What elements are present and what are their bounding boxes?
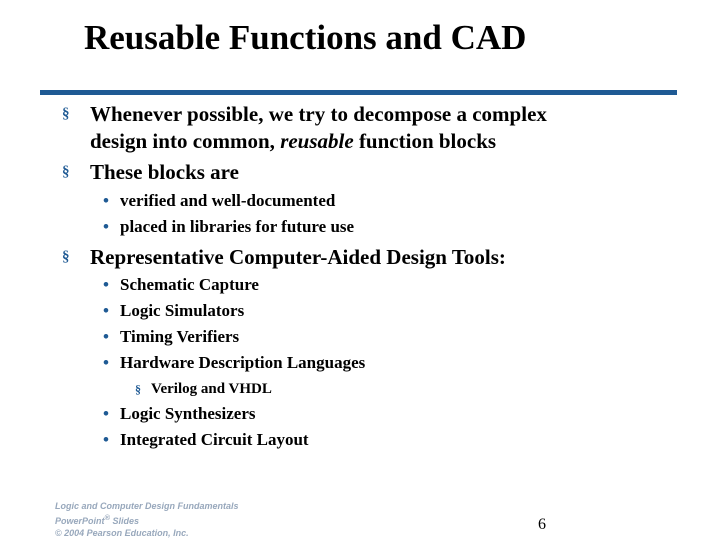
sub-bullet	[103, 403, 256, 425]
sub-bullet-text: placed in libraries for future use	[120, 217, 355, 236]
sub-bullet-marker-icon: •	[103, 430, 109, 449]
title-underline-rule	[40, 90, 677, 95]
bullet-text: design into common,	[90, 129, 281, 153]
sub-sub-bullet-text: Verilog and VHDL	[151, 381, 272, 397]
sub-bullet	[103, 274, 259, 296]
copyright-footer	[55, 500, 239, 539]
sub-bullet-marker-icon: •	[103, 301, 109, 320]
sub-bullet	[103, 326, 240, 348]
sub-bullet-marker-icon: •	[103, 327, 109, 346]
footer-text: Slides	[110, 516, 140, 526]
slide-title: Reusable Functions and CAD	[84, 18, 527, 57]
sub-bullet-text: Logic Synthesizers	[120, 404, 256, 423]
sub-bullet-marker-icon: •	[103, 353, 109, 372]
sub-bullet	[103, 190, 336, 212]
sub-bullet-marker-icon: •	[103, 404, 109, 423]
bullet-decompose	[62, 101, 547, 128]
sub-bullet-text: Logic Simulators	[120, 301, 245, 320]
emphasis-reusable: reusable	[280, 129, 354, 153]
bullet-text: Representative Computer-Aided Design Tools:	[90, 245, 506, 269]
registered-mark: ®	[104, 513, 111, 522]
sub-bullet-marker-icon: •	[103, 191, 109, 210]
footer-line: © 2004 Pearson Education, Inc.	[55, 528, 189, 538]
sub-sub-bullet-marker-icon: §	[135, 382, 141, 396]
bullet-marker-icon: §	[62, 249, 70, 265]
sub-bullet-text: Integrated Circuit Layout	[120, 430, 309, 449]
bullet-cad-tools	[62, 244, 506, 271]
bullet-text: These blocks are	[90, 160, 239, 184]
sub-bullet	[103, 352, 366, 374]
bullet-text: Whenever possible, we try to decompose a complex	[90, 102, 547, 126]
sub-bullet-text: Hardware Description Languages	[120, 353, 366, 372]
sub-bullet-text: verified and well-documented	[120, 191, 336, 210]
footer-line: Logic and Computer Design Fundamentals	[55, 501, 239, 511]
sub-bullet-text: Timing Verifiers	[120, 327, 240, 346]
footer-text: PowerPoint	[55, 516, 105, 526]
bullet-marker-icon: §	[62, 164, 70, 180]
sub-bullet-marker-icon: •	[103, 275, 109, 294]
sub-bullet-text: Schematic Capture	[120, 275, 259, 294]
footer-line	[55, 512, 239, 527]
sub-bullet	[103, 300, 245, 322]
sub-bullet	[103, 429, 309, 451]
bullet-decompose-continued	[90, 128, 496, 155]
bullet-text: function blocks	[353, 129, 497, 153]
bullet-marker-icon: §	[62, 106, 70, 122]
page-number: 6	[538, 516, 546, 533]
sub-bullet-marker-icon: •	[103, 217, 109, 236]
sub-bullet	[103, 216, 355, 238]
sub-sub-bullet	[135, 379, 272, 399]
bullet-blocks-are	[62, 159, 239, 186]
